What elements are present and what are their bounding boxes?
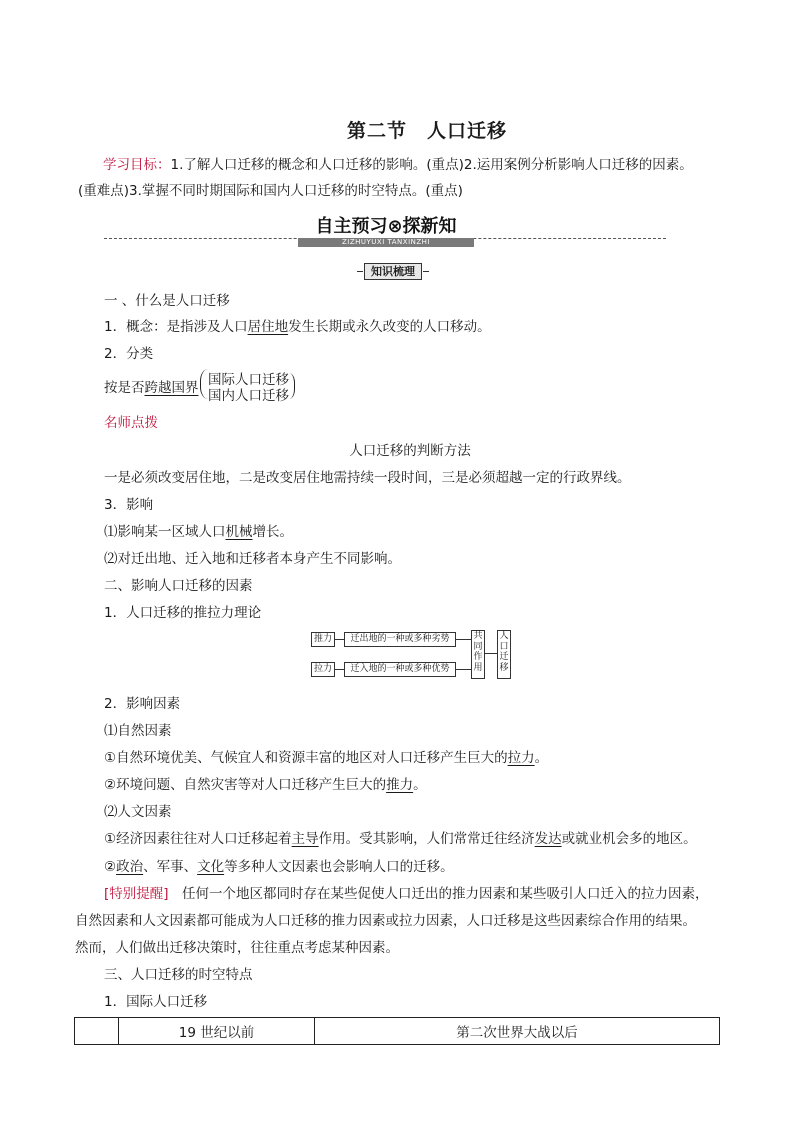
- option-international: 国际人口迁移: [208, 372, 289, 388]
- table-header-cell: [75, 1018, 119, 1045]
- objectives-line1: [103, 153, 693, 173]
- concept-line: [104, 315, 491, 335]
- h1-mid: 作用。受其影响，人们常常迁往经济: [318, 831, 535, 847]
- push-connector: [334, 639, 344, 640]
- factors-heading: 2．影响因素: [104, 696, 181, 712]
- special-line2: 自然因素和人文因素都可能成为人口迁移的推力因素或拉力因素，人口迁移是这些因素综合作用的结果。: [75, 913, 696, 929]
- special-label: [特别提醒]: [104, 886, 169, 902]
- pull-connector: [334, 669, 344, 670]
- n1-pre: ①自然环境优美、气候宜人和资源丰富的地区对人口迁移产生巨大的: [104, 750, 508, 766]
- push-box: 推力: [311, 632, 335, 647]
- pull-desc-box: 迁入地的一种或多种优势: [344, 662, 456, 677]
- objectives-text1: 1.了解人口迁移的概念和人口迁移的影响。(重点)2.运用案例分析影响人口迁移的因素。: [170, 157, 693, 173]
- objectives-label: 学习目标：: [103, 157, 171, 173]
- basis-pre: 按是否: [104, 380, 145, 396]
- tip-label: 名师点拨: [104, 415, 158, 431]
- natural-1: [104, 746, 548, 766]
- special-line1: [104, 882, 709, 902]
- migration-table: [74, 1017, 720, 1045]
- human-1: [104, 827, 697, 847]
- effect-1: [104, 520, 293, 540]
- h2-post: 等多种人文因素也会影响人口的迁移。: [224, 859, 454, 875]
- n1-underlined: 拉力: [507, 750, 535, 766]
- result-connector: [485, 653, 497, 654]
- right-brace: [288, 373, 295, 399]
- classify-basis: [104, 376, 199, 396]
- effect1-pre: ⑴影响某一区域人口: [104, 524, 226, 540]
- effects-heading: 3．影响: [104, 497, 154, 513]
- classify-heading: 2．分类: [104, 346, 154, 362]
- h2-mid: 、军事、: [143, 859, 198, 875]
- push-desc-box: 迁出地的一种或多种劣势: [344, 632, 456, 647]
- n2-underlined: 推力: [386, 777, 414, 793]
- sec1-heading: 一 、什么是人口迁移: [104, 293, 230, 309]
- h2-underlined-1: 政治: [116, 859, 144, 875]
- knowledge-tag: 知识梳理: [364, 263, 422, 280]
- banner-subtitle: ZIZHUYUXI TANXINZHI: [298, 238, 474, 247]
- h1-underlined-1: 主导: [291, 831, 319, 847]
- joint-action-box: 共同作用: [471, 630, 485, 679]
- sec2-heading: 二、影响人口迁移的因素: [104, 578, 253, 594]
- effect1-underlined: 机械: [225, 524, 253, 540]
- h1-pre: ①经济因素往往对人口迁移起着: [104, 831, 292, 847]
- natural-2: [104, 773, 427, 793]
- effect1-post: 增长。: [252, 524, 293, 540]
- h2-pre: ②: [104, 859, 117, 875]
- push-joint-connector: [455, 639, 471, 640]
- sec3-heading: 三、人口迁移的时空特点: [104, 967, 253, 983]
- special-text1: 任何一个地区都同时存在某些促使人口迁出的推力因素和某些吸引人口迁入的拉力因素，: [168, 886, 709, 902]
- pull-joint-connector: [455, 669, 471, 670]
- tip-title: 人口迁移的判断方法: [349, 443, 471, 459]
- section-banner: [298, 212, 474, 246]
- special-line3: 然而，人们做出迁移决策时，往往重点考虑某种因素。: [75, 940, 399, 956]
- h1-post: 或就业机会多的地区。: [561, 831, 697, 847]
- n2-pre: ②环境问题、自然灾害等对人口迁移产生巨大的: [104, 777, 387, 793]
- effect-2: ⑵对迁出地、迁入地和迁移者本身产生不同影响。: [104, 551, 401, 567]
- banner-title: 自主预习⊗探新知: [315, 216, 457, 237]
- concept-pre: 1．概念：是指涉及人口: [104, 319, 248, 335]
- result-box: 人口迁移: [497, 630, 511, 679]
- intl-heading: 1．国际人口迁移: [104, 994, 208, 1010]
- table-header-cell: 第二次世界大战以后: [315, 1018, 720, 1045]
- basis-underlined: 跨越国界: [144, 380, 199, 396]
- n2-post: 。: [413, 777, 427, 793]
- push-pull-diagram: [311, 630, 513, 680]
- page-title: 第二节 人口迁移: [346, 120, 507, 142]
- pull-box: 拉力: [311, 662, 335, 677]
- option-domestic: 国内人口迁移: [208, 388, 289, 404]
- theory-heading: 1．人口迁移的推拉力理论: [104, 605, 262, 621]
- table-header-cell: 19 世纪以前: [119, 1018, 315, 1045]
- h2-underlined-2: 文化: [197, 859, 225, 875]
- human-heading: ⑵人文因素: [104, 804, 172, 820]
- table-header-row: [75, 1018, 720, 1045]
- tip-text: 一是必须改变居住地，二是改变居住地需持续一段时间，三是必须超越一定的行政界线。: [104, 470, 631, 486]
- concept-underlined: 居住地: [247, 319, 289, 335]
- objectives-line2: (重难点)3.掌握不同时期国际和国内人口迁移的时空特点。(重点): [78, 183, 463, 199]
- natural-heading: ⑴自然因素: [104, 723, 172, 739]
- human-2: [104, 855, 454, 875]
- h1-underlined-2: 发达: [534, 831, 562, 847]
- concept-post: 发生长期或永久改变的人口移动。: [288, 319, 491, 335]
- n1-post: 。: [534, 750, 549, 766]
